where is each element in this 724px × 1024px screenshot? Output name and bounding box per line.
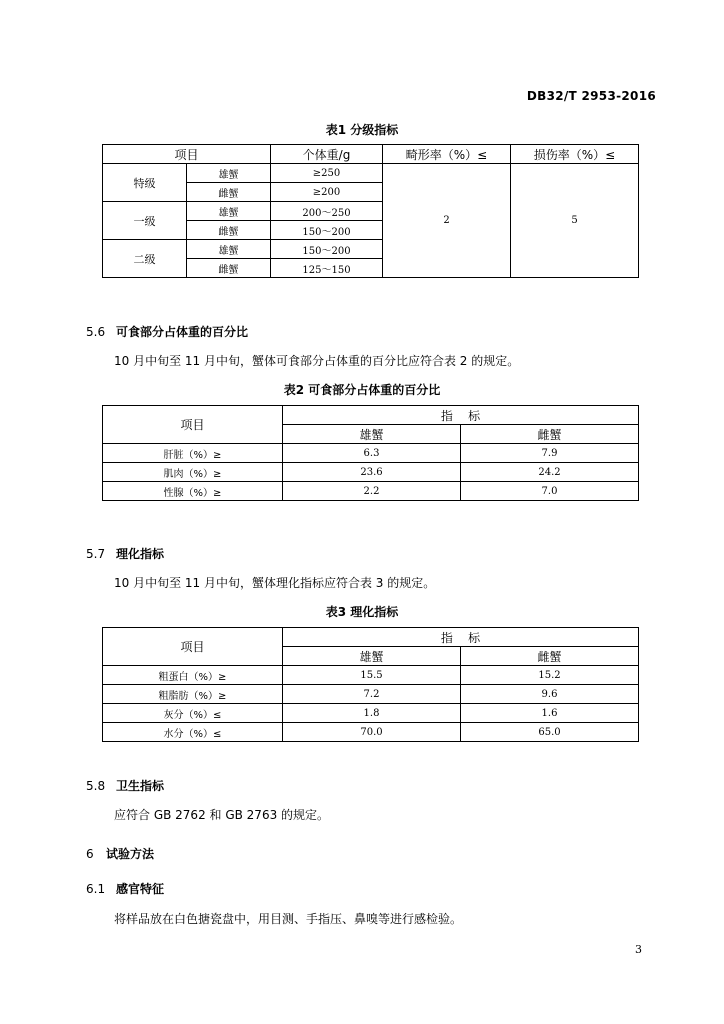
item-cell: 肌肉（%）≥ [103, 463, 283, 482]
edible-portion-table [102, 405, 639, 501]
male-value: 2.2 [283, 482, 461, 501]
weight-cell: ≥200 [271, 183, 383, 202]
female-value: 1.6 [461, 704, 639, 723]
sex-cell: 雄蟹 [187, 202, 271, 221]
male-value: 1.8 [283, 704, 461, 723]
section-title: 理化指标 [116, 547, 165, 561]
section-number: 5.6 [86, 325, 106, 339]
section-heading-5-6 [86, 323, 248, 340]
table-row [103, 444, 639, 463]
weight-cell: 150～200 [271, 240, 383, 259]
male-value: 70.0 [283, 723, 461, 742]
header-weight: 个体重/g [271, 145, 383, 164]
item-cell: 粗脂肪（%）≥ [103, 685, 283, 704]
table2-caption: 表2 可食部分占体重的百分比 [283, 383, 441, 397]
female-value: 24.2 [461, 463, 639, 482]
section-number: 6 [86, 847, 94, 861]
section-5-8-text: 应符合 GB 2762 和 GB 2763 的规定。 [114, 808, 330, 822]
header-item: 项目 [103, 406, 283, 444]
damage-rate: 5 [511, 164, 639, 278]
female-value: 65.0 [461, 723, 639, 742]
item-cell: 肝脏（%）≥ [103, 444, 283, 463]
header-male: 雄蟹 [283, 647, 461, 666]
item-cell: 灰分（%）≤ [103, 704, 283, 723]
header-index: 指 标 [283, 628, 639, 647]
standard-code: DB32/T 2953-2016 [526, 89, 656, 103]
page-number: 3 [635, 943, 642, 956]
section-number: 5.7 [86, 547, 106, 561]
grade-name: 二级 [103, 240, 187, 278]
table-row [103, 704, 639, 723]
weight-cell: 150～200 [271, 221, 383, 240]
grading-table [102, 144, 639, 278]
header-female: 雌蟹 [461, 425, 639, 444]
sex-cell: 雄蟹 [187, 164, 271, 183]
table-row [103, 685, 639, 704]
section-title: 感官特征 [116, 882, 165, 896]
header-deformity: 畸形率（%）≤ [383, 145, 511, 164]
table-row [103, 666, 639, 685]
section-heading-5-7 [86, 545, 164, 562]
table-header-row [103, 406, 639, 425]
item-cell: 水分（%）≤ [103, 723, 283, 742]
table1-caption: 表1 分级指标 [325, 123, 399, 137]
male-value: 6.3 [283, 444, 461, 463]
grade-name: 一级 [103, 202, 187, 240]
female-value: 15.2 [461, 666, 639, 685]
male-value: 7.2 [283, 685, 461, 704]
item-cell: 粗蛋白（%）≥ [103, 666, 283, 685]
header-item: 项目 [103, 145, 271, 164]
deformity-rate: 2 [383, 164, 511, 278]
female-value: 7.9 [461, 444, 639, 463]
table-header-row [103, 145, 639, 164]
sex-cell: 雌蟹 [187, 259, 271, 278]
weight-cell: 200～250 [271, 202, 383, 221]
table3-caption: 表3 理化指标 [325, 605, 399, 619]
weight-cell: ≥250 [271, 164, 383, 183]
sex-cell: 雄蟹 [187, 240, 271, 259]
table-row [103, 463, 639, 482]
male-value: 15.5 [283, 666, 461, 685]
table-row [103, 482, 639, 501]
header-male: 雄蟹 [283, 425, 461, 444]
section-title: 卫生指标 [116, 779, 165, 793]
item-cell: 性腺（%）≥ [103, 482, 283, 501]
table-row [103, 164, 639, 183]
section-number: 5.8 [86, 779, 106, 793]
section-number: 6.1 [86, 882, 106, 896]
section-heading-6-1 [86, 880, 164, 897]
section-5-7-text: 10 月中旬至 11 月中旬，蟹体理化指标应符合表 3 的规定。 [114, 576, 436, 590]
physicochemical-table [102, 627, 639, 742]
header-item: 项目 [103, 628, 283, 666]
section-heading-5-8 [86, 777, 164, 794]
section-heading-6 [86, 845, 154, 862]
sex-cell: 雌蟹 [187, 183, 271, 202]
table-row [103, 723, 639, 742]
table-header-row [103, 628, 639, 647]
male-value: 23.6 [283, 463, 461, 482]
section-title: 可食部分占体重的百分比 [116, 325, 249, 339]
section-6-1-text: 将样品放在白色搪瓷盘中，用目测、手指压、鼻嗅等进行感检验。 [114, 912, 463, 926]
section-title: 试验方法 [106, 847, 155, 861]
weight-cell: 125～150 [271, 259, 383, 278]
female-value: 7.0 [461, 482, 639, 501]
female-value: 9.6 [461, 685, 639, 704]
header-index: 指 标 [283, 406, 639, 425]
section-5-6-text: 10 月中旬至 11 月中旬，蟹体可食部分占体重的百分比应符合表 2 的规定。 [114, 354, 520, 368]
sex-cell: 雌蟹 [187, 221, 271, 240]
header-female: 雌蟹 [461, 647, 639, 666]
header-damage: 损伤率（%）≤ [511, 145, 639, 164]
grade-name: 特级 [103, 164, 187, 202]
